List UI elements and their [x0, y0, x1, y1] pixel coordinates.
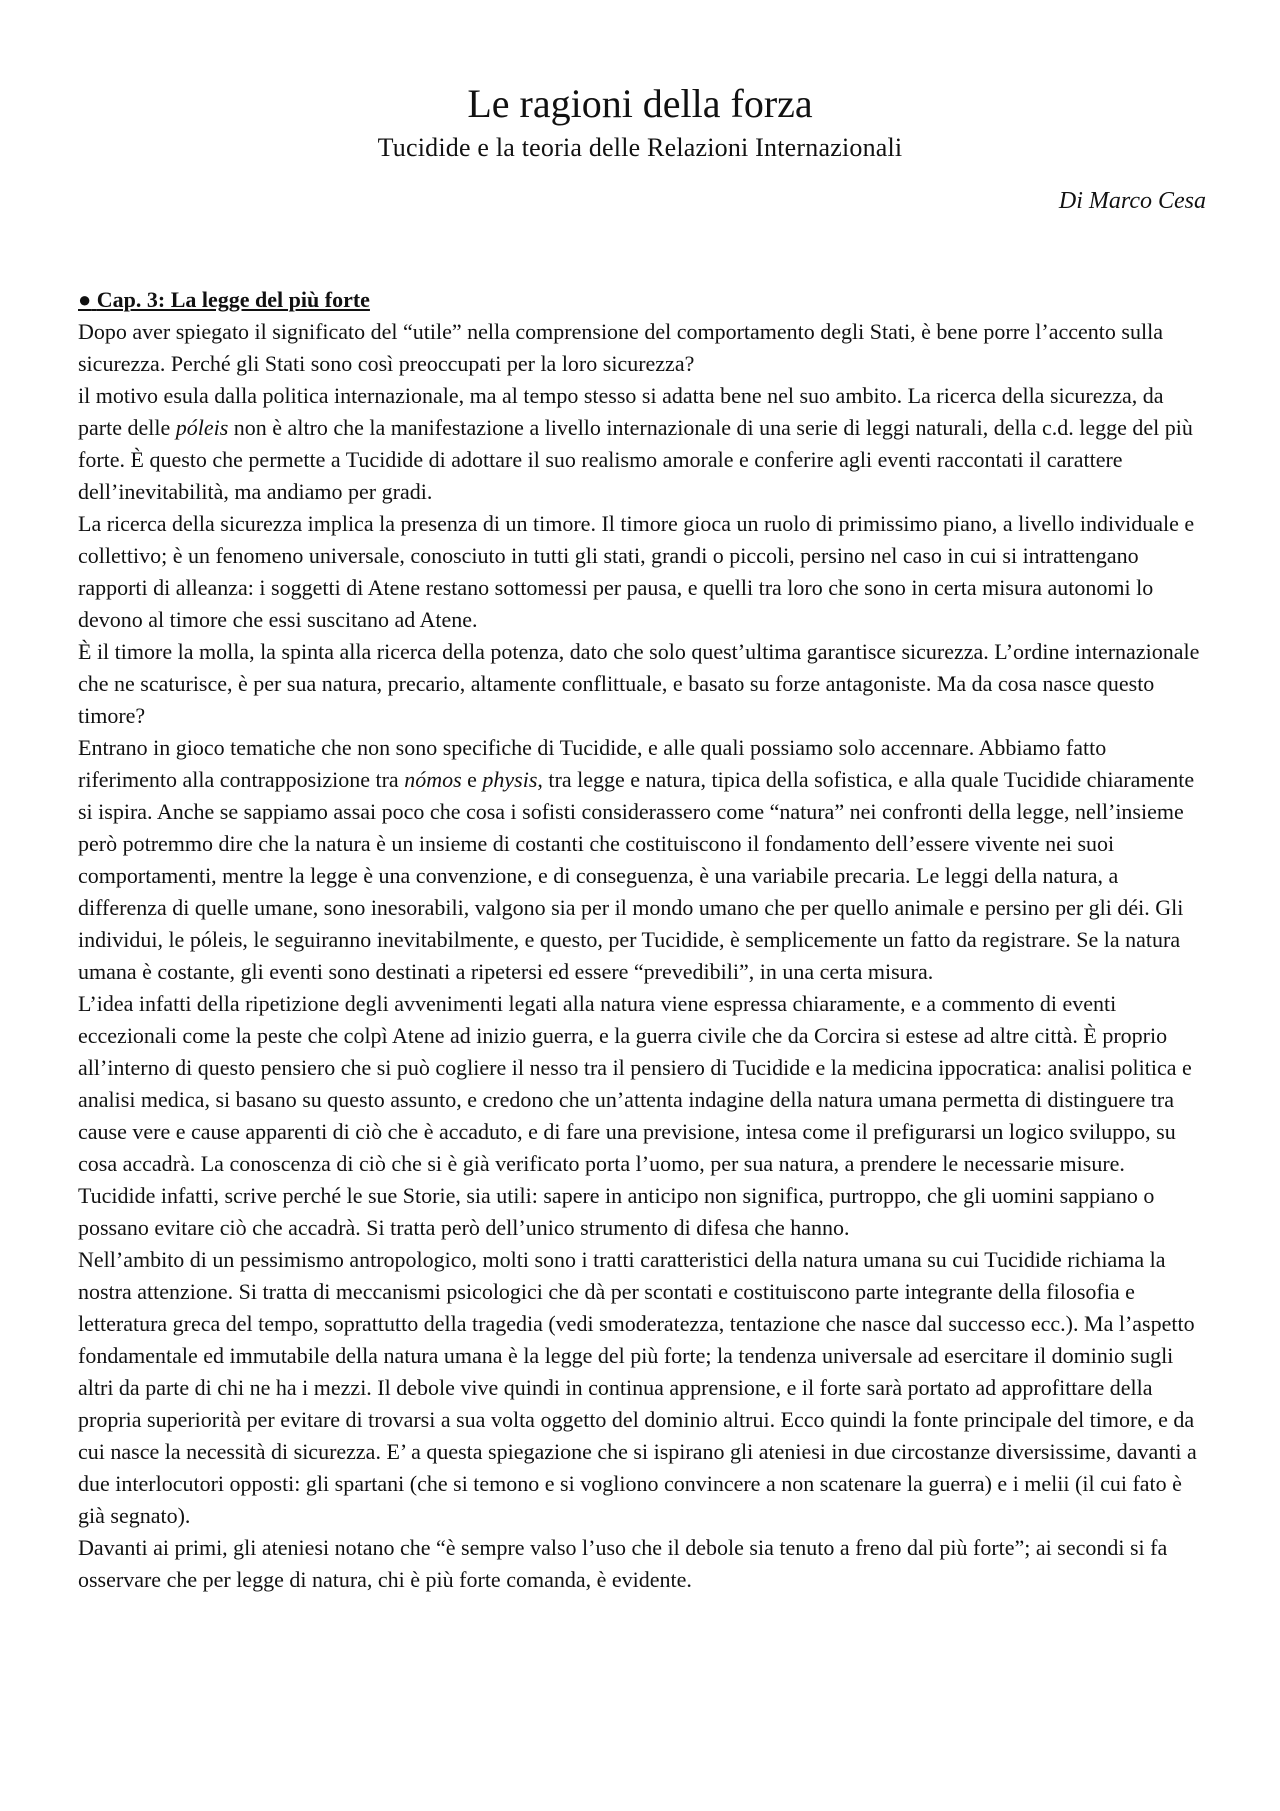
bullet-icon: ●: [78, 287, 92, 312]
document-author: Di Marco Cesa: [1058, 188, 1206, 214]
paragraph-5-emphasis-physis: physis: [482, 767, 538, 792]
paragraph-6: L’idea infatti della ripetizione degli avvenimenti legati alla natura viene espressa chiaramente, e a commento di eventi eccezionali come la peste che colpì Atene ad inizio guerra, e la guerra civile che da Corcira si estese ad altre città. È proprio all’interno di questo pensiero che si può cogliere il nesso tra il pensiero di Tucidide e la medicina ippocratica: analisi politica e analisi medica, si basano su questo assunto, e credono che un’attenta indagine della natura umana permetta di distinguere tra cause vere e cause apparenti di ciò che è accaduto, e di fare una previsione, intesa come il prefigurarsi un logico sviluppo, su cosa accadrà. La conoscenza di ciò che si è già verificato porta l’uomo, per sua natura, a prendere le necessarie misure.: [78, 991, 1192, 1176]
paragraph-5: [78, 732, 1206, 988]
paragraph-1: Dopo aver spiegato il significato del “utile” nella comprensione del comportamento degli Stati, è bene porre l’accento sulla sicurezza. Perché gli Stati sono così preoccupati per la loro sicurezza?: [78, 319, 1163, 376]
paragraph-3: La ricerca della sicurezza implica la presenza di un timore. Il timore gioca un ruolo di primissimo piano, a livello individuale e collettivo; è un fenomeno universale, conosciuto in tutti gli stati, grandi o piccoli, persino nel caso in cui si intrattengano rapporti di alleanza: i soggetti di Atene restano sottomessi per pausa, e quelli tra loro che sono in certa misura autonomi lo devono al timore che essi suscitano ad Atene.: [78, 511, 1195, 632]
paragraph-2-part-b: non è altro che la manifestazione a livello internazionale di una serie di leggi naturali, della c.d. legge del più forte. È questo che permette a Tucidide di adottare il suo realismo amorale e conferire agli eventi raccontati il carattere dell’inevitabilità, ma andiamo per gradi.: [78, 415, 1193, 504]
paragraph-5-emphasis-nomos: nómos: [404, 767, 462, 792]
document-title: Le ragioni della forza: [467, 81, 813, 126]
paragraph-5-part-b: , tra legge e natura, tipica della sofistica, e alla quale Tucidide chiaramente si ispira. Anche se sappiamo assai poco che cosa i sofisti considerassero come “natura” nei confronti della legge, nell’insieme però potremmo dire che la natura è un insieme di costanti che costituiscono il fondamento dell’essere vivente nei suoi comportamenti, mentre la legge è una convenzione, e di conseguenza, è una variabile precaria. Le leggi della natura, a differenza di quelle umane, sono inesorabili, valgono sia per il mondo umano che per quello animale e persino per gli déi. Gli individui, le póleis, le seguiranno inevitabilmente, e questo, per Tucidide, è semplicemente un fatto da registrare. Se la natura umana è costante, gli eventi sono destinati a ripetersi ed essere “prevedibili”, in una certa misura.: [78, 767, 1195, 984]
paragraph-7: Tucidide infatti, scrive perché le sue Storie, sia utili: sapere in anticipo non significa, purtroppo, che gli uomini sappiano o possano evitare ciò che accadrà. Si tratta però dell’unico strumento di difesa che hanno.: [78, 1183, 1155, 1240]
paragraph-4: È il timore la molla, la spinta alla ricerca della potenza, dato che solo quest’ultima garantisce sicurezza. L’ordine internazionale che ne scaturisce, è per sua natura, precario, altamente conflittuale, e basato su forze antagoniste. Ma da cosa nasce questo timore?: [78, 639, 1200, 728]
paragraph-9: Davanti ai primi, gli ateniesi notano che “è sempre valso l’uso che il debole sia tenuto a freno dal più forte”; ai secondi si fa osservare che per legge di natura, chi è più forte comanda, è evidente.: [78, 1535, 1168, 1592]
document-subtitle: Tucidide e la teoria delle Relazioni Internazionali: [377, 133, 903, 162]
paragraph-2-emphasis: póleis: [175, 415, 229, 440]
section-heading-text: Cap. 3: La legge del più forte: [96, 287, 370, 312]
paragraph-2-part-a: il motivo esula dalla politica internazionale, ma al tempo stesso si adatta bene nel suo ambito. La ricerca della sicurezza, da parte delle: [78, 383, 1164, 440]
document-body: [78, 284, 1206, 1596]
paragraph-5-conjunction: e: [461, 767, 483, 792]
paragraph-2: [78, 380, 1206, 508]
paragraph-5-part-a: Entrano in gioco tematiche che non sono specifiche di Tucidide, e alle quali possiamo solo accennare. Abbiamo fatto riferimento alla contrapposizione tra: [78, 735, 1107, 792]
paragraph-8: Nell’ambito di un pessimismo antropologico, molti sono i tratti caratteristici della natura umana su cui Tucidide richiama la nostra attenzione. Si tratta di meccanismi psicologici che dà per scontati e costituiscono parte integrante della filosofia e letteratura greca del tempo, soprattutto della tragedia (vedi smoderatezza, tentazione che nasce dal successo ecc.). Ma l’aspetto fondamentale ed immutabile della natura umana è la legge del più forte; la tendenza universale ad esercitare il dominio sugli altri da parte di chi ne ha i mezzi. Il debole vive quindi in continua apprensione, e il forte sarà portato ad approfittare della propria superiorità per evitare di trovarsi a sua volta oggetto del dominio altrui. Ecco quindi la fonte principale del timore, e da cui nasce la necessità di sicurezza. E’ a questa spiegazione che si ispirano gli ateniesi in due circostanze diversissime, davanti a due interlocutori opposti: gli spartani (che si temono e si vogliono convincere a non scatenare la guerra) e i melii (il cui fato è già segnato).: [78, 1247, 1197, 1528]
section-heading: [78, 284, 1206, 316]
